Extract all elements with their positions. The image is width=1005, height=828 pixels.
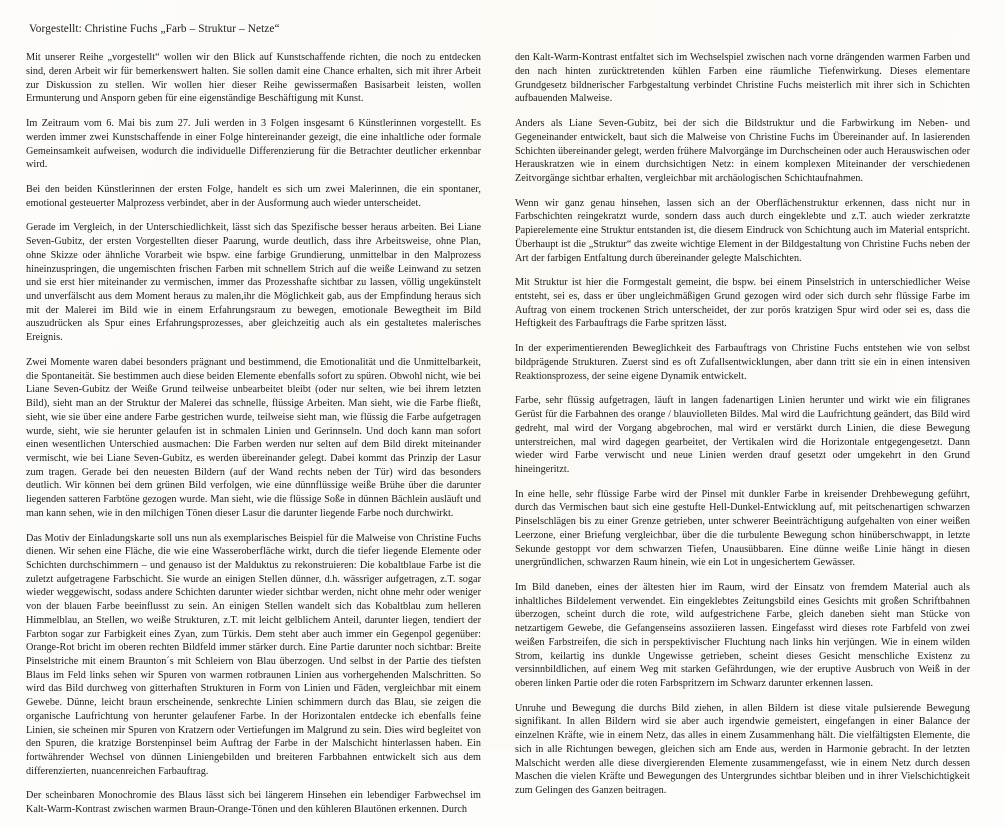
paragraph: Gerade im Vergleich, in der Unterschiedlichkeit, lässt sich das Spezifische besser heraus arbeiten. Bei Liane Seven-Gubitz, der ersten Vorgestellten dieser Paarung, wurde deutlich, dass ihre Arbeitsweise, ohne Plan, ohne Skizze oder ähnliche Vorarbeit wie bspw. eine farbige Grundierung, unmittelbar in den Malprozess hineinzuspringen, die ungemischten frischen Farben mit schnellem Strich auf die weiße Leinwand zu setzen und sie erst hier miteinander zu vermischen, immer das Prozesshafte sichtbar zu lassen, völlig ungekünstelt und unverfälscht aus dem Moment heraus zu malen,ihr die Möglichkeit gab, aus der Empfindung heraus sich mit der Malerei im Bild wie in einem Erfahrungsraum zu bewegen, emotionale Bewegtheit im Bild auszudrücken als Spur eines Erfahrungsprozesses, aber gleichzeitig auch als ein gestaltetes malerisches Ereignis. [26, 222, 481, 344]
paragraph: Der scheinbaren Monochromie des Blaus lässt sich bei längerem Hinsehen ein lebendiger Farbwechsel im Kalt-Warm-Kontrast zwischen warmen Braun-Orange-Tönen und den kühleren Blautönen erkennen. Durch [26, 790, 481, 816]
paragraph: Bei den beiden Künstlerinnen der ersten Folge, handelt es sich um zwei Malerinnen, die ein spontaner, emotional gesteuerter Malprozess verbindet, aber in der Ausformung auch wieder unterscheidet. [26, 184, 481, 209]
right-column [515, 51, 970, 809]
paragraph: den Kalt-Warm-Kontrast entfaltet sich im Wechselspiel zwischen nach vorne drängenden warmen Farben und den nach hinten zurücktretenden kühlen Farben eine räumliche Tiefenwirkung. Dieses elementare Grundgesetz bildnerischer Farbgestaltung verbindet Christine Fuchs meisterlich mit ihrer sich in Schichten aufbauenden Malweise. [515, 52, 970, 105]
paragraph: Mit Struktur ist hier die Formgestalt gemeint, die bspw. bei einem Pinselstrich in unterschiedlicher Weise entsteht, sei es, dass er über ungleichmäßigen Grund gezogen wird oder sich durch sehr flüssige Farbe im Auftrag von einem trockenen Strich unterscheidet, der zur porös kratzigen Spur wird oder sei es, dass die Heftigkeit des Farbauftrags die Farbe spritzen lässt. [515, 277, 970, 330]
paragraph: In der experimentierenden Beweglichkeit des Farbauftrags von Christine Fuchs entstehen wie von selbst bildprägende Strukturen. Zuerst sind es oft Zufallsentwicklungen, aber dann tritt sie ein in einen intensiven Reaktionsprozess, der seine eigene Dynamik entwickelt. [515, 343, 970, 382]
paragraph: Im Bild daneben, eines der ältesten hier im Raum, wird der Einsatz von fremdem Material auch als inhaltliches Bildelement verwendet. Ein eingeklebtes Zeitungsbild eines Gesichts mit großen Schriftbahnen überzogen, scheint durch die rote, wild aufgestrichene Farbe, gleich daneben sieht man Stücke von netzartigem Gewebe, die Gefangenseins assoziieren lassen. Eingefasst wird dieses rote Farbfeld von zwei weißen Farbstreifen, die sich in perspektivischer Fluchtung nach links hin verjüngen. Wie in einem wilden Strom, keilartig ins dunkle Ungewisse getrieben, scheint dieses Gesicht menschliche Existenz zu versinnbildlichen, auf einem Weg mit starken Gefährdungen, wie der eruptive Ausbruch von Weiß in der oberen linken Partie oder die roten Farbspritzern im Schwarz darunter erkennen lassen. [515, 581, 970, 689]
paragraph: Anders als Liane Seven-Gubitz, bei der sich die Bildstruktur und die Farbwirkung im Neben- und Gegeneinander entwickelt, baut sich die Malweise von Christine Fuchs im Übereinander auf. In lasierenden Schichten übereinander gelegt, werden frühere Malvorgänge im Durchscheinen oder auch Herauswischen oder Herauskratzen wie in einem durchsichtigen Netz: in einem komplexen Miteinander der verschiedenen Zeitvorgänge sichtbar erhalten, vergleichbar mit archäologischen Schichtaufnahmen. [515, 118, 971, 184]
page-title: Vorgestellt: Christine Fuchs „Farb – Struktur – Netze“ [29, 23, 280, 35]
paragraph: Zwei Momente waren dabei besonders prägnant und bestimmend, die Emotionalität und die Unmittelbarkeit, die Spontaneität. Sie bestimmen auch diese beiden Elemente ebenfalls sofort zu spüren. Obwohl nicht, wie bei Liane Seven-Gubitz der Weiße Grund teilweise unbearbeitet bleibt (oder nur selten, wie bei ihrem letzten Bild), sieht man an der Struktur der Malerei das schnelle, flüssige Arbeiten. Man sieht, wie die Farbe fließt, sieht, wie sie über eine andere Farbe gestrichen wurde, teilweise sieht man, wie flüssig die Farbe aufgetragen wurde, sieht, wie sie herunter gelaufen ist in schmalen Linien und Gerinnseln. Und doch kann man sofort einen wesentlichen Unterschied ausmachen: Die Farben werden nur selten auf dem Bild direkt miteinander vermischt, wie bei Liane Seven-Gubitz, es werden übereinander gelegt. Dabei kommt das Prinzip der Lasur zum tragen. Gerade bei den neuesten Bildern (auf der Wand rechts neben der Tür) wird das besonders deutlich. Wir können bei dem grünen Bild verfolgen, wie eine dünnflüssige weiße Brühe über die darunter liegenden satteren Farbtöne gezogen wurde. Man sieht, wie die flüssige Soße in dünnen Bächlein ausläuft und man kann sehen, wie in den milchigen Tönen dieser Lasur die darunter liegende Farbe noch durchwirkt. [26, 356, 481, 519]
paragraph: Mit unserer Reihe „vorgestellt“ wollen wir den Blick auf Kunstschaffende richten, die noch zu entdecken sind, deren Arbeit wir für bemerkenswert halten. Sie sollen damit eine Chance erhalten, sich mit ihrer Arbeit zur Diskussion zu stellen. Wir wollen hier dieser Reihe gewissermaßen Basisarbeit leisten, wollen Ermunterung und Ansporn geben für eine eigenständige Beschäftigung mit Kunst. [26, 52, 481, 105]
paragraph: Das Motiv der Einladungskarte soll uns nun als exemplarisches Beispiel für die Malweise von Christine Fuchs dienen. Wir sehen eine Fläche, die wie eine Wasseroberfläche wirkt, durch die tiefer liegende Elemente oder Schichten durchschimmern – und genauso ist der Malduktus zu rekonstruieren: Die kobaltblaue Farbe ist die zuletzt aufgetragene Farbschicht. Sie wurde an einigen Stellen dünner, d.h. wässriger aufgetragen, z.T. sogar wieder weggewischt, sodass andere Schichten darunter wieder sichtbar werden, nicht ohne mehr oder weniger von der blauen Farbe beeinflusst zu sein. An einigen Stellen wandelt sich das Kobaltblau zum helleren Himmelblau, an Stellen, wo weiße Strukturen, z.T. mit leicht gelblichem Anteil, darunter liegen, tendiert der Farbton sogar zur Farbigkeit eines Zyan, zum Türkis. Dem steht aber auch immer ein Gegenpol gegenüber: Orange-Rot bricht im oberen rechten Bildfeld immer stärker durch. Eine Partie darunter noch sichtbar: Breite Pinselstriche mit einem Braunton´s mit Schleiern von Blau überzogen. Und selbst in der Partie des tiefsten Blaus im Feld links sehen wir Spuren von warmen rotbraunen Linien aus vorhergehenden Malschritten. So wird das Bild durchweg von gitterhaften Strukturen in Form von Linien und Fäden, vergleichbar mit einem Gewebe. Dünne, leicht braun erscheinende, senkrechte Linien schimmern durch das Blau, sie zeigen die organische Laufrichtung von herunter gelaufener Farbe. In der Horizontalen entdecke ich ebenfalls feine Linien, sie scheinen mir Spuren von Kratzern oder Vertiefungen im Malgrund zu sein. Dies wird begleitet von den Spuren, die kratzige Borstenpinsel beim Auftrag der Farbe in der Malschicht hinterlassen haben. Ein fortwährender Wechsel von dünnen Liniengebilden und breiteren Farbbahnen entwickelt sich aus dem differenzierten, nuancenreichen Farbauftrag. [26, 532, 481, 777]
paragraph: Farbe, sehr flüssig aufgetragen, läuft in langen fadenartigen Linien herunter und wirkt wie ein filigranes Gerüst für die Farbahnen des orange / blauviolleten Bildes. Mal wird die Laufrichtung geändert, das Bild wird gedreht, mal wird der Vorgang abgebrochen, mal wird er verstärkt durch Linien, die diese Bewegung unterstreichen, mal wird dagegen gearbeitet, der Vertikalen wird die Horizontale entgegengesetzt. Dann wieder wird Farbe verwischt und neue Linien werden drauf gesetzt oder umgekehrt in den Grund hineingeritzt. [515, 395, 970, 475]
paragraph: Im Zeitraum vom 6. Mai bis zum 27. Juli werden in 3 Folgen insgesamt 6 Künstlerinnen vorgestellt. Es werden immer zwei Kunstschaffende in einer Folge hintereinander gezeigt, die eine inhaltliche oder formale Gemeinsamkeit aufweisen, wodurch die individuelle Differenzierung für die Betrachter deutlicher erkennbar wird. [26, 118, 481, 171]
left-column [26, 51, 481, 828]
paragraph: Wenn wir ganz genau hinsehen, lassen sich an der Oberflächenstruktur erkennen, dass nicht nur in Farbschichten reingekratzt wurde, sondern dass auch durch eingeklebte und z.T. auch wieder zerkratzte Papierelemente eine Struktur entstanden ist, die diesem Eindruck von Schichtung auch im Material entspricht. Überhaupt ist die „Struktur“ das zweite wichtige Element in der Bildgestaltung von Christine Fuchs neben der Art der farbigen Entfaltung durch übereinander gelegte Malschichten. [515, 197, 970, 264]
two-column-layout [26, 51, 979, 828]
paragraph-with-signature: Unruhe und Bewegung die durchs Bild ziehen, in allen Bildern ist diese vitale pulsierende Bewegung signifikant. In allen Bildern wird sie aber auch irgendwie gemeistert, eingefangen in einer Balance der einzelnen Kräfte, wie in einem Netz, das alles in einem Zusammenhang hält. Die vielfältigsten Elemente, die sich in alle Richtungen bewegen, gleichen sich am Ende aus, werden in Harmonie gebracht. In der letzten Malschicht werden alle diese divergierenden Elemente zusammengefasst, wie in einem Netz durch dessen Maschen die vielen Kräfte und Bewegungen des Untergrundes sichtbar bleiben und in ihrer Vielschichtigkeit zum Gelingen des Ganzen beitragen. [515, 702, 970, 797]
paragraph: In eine helle, sehr flüssige Farbe wird der Pinsel mit dunkler Farbe in kreisender Drehbewegung geführt, durch das Vermischen baut sich eine gestufte Hell-Dunkel-Entwicklung auf, mit peitschenartigen schwarzen Pinselschlägen bis zu einer Grenze getrieben, unter schwerer Beeinträchtigung aufgehalten von einer weißen Leerzone, einer Briefung vergleichbar, über die die turbulente Bewegung schon hinüberschwappt, in letzte Sekunde gestoppt vor dem schwarzen Tiefen, Unausübbaren. Eine dünne weiße Linie hängt in diesen unergründlichen, schwarzen Raum hinein, wie ein Lot in ungesichertem Gewässer. [515, 488, 970, 569]
